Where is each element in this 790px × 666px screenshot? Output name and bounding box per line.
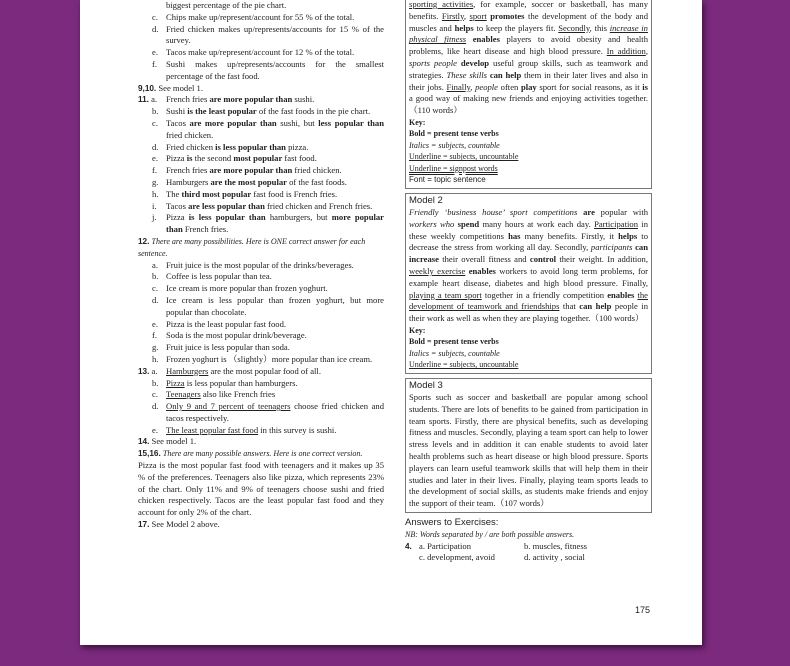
item-letter: b.	[152, 106, 159, 117]
sample-paragraph: Pizza is the most popular fast food with teenagers and it makes up 35 % of the preferences. Teenagers also like pizza, which represents 23% of the chart. Only 11% and 9% of teenagers choose sushi and fried chicken respectively. Tacos are the least popular fast food and they account for only 2% of the chart.	[138, 460, 384, 518]
answer-item	[138, 271, 384, 283]
answer-item	[138, 354, 384, 366]
question-note: There are many possibilities. Here is ONE correct answer for each sentence.	[138, 236, 366, 258]
item-text: Ice cream is more popular than frozen yoghurt.	[166, 283, 328, 294]
item-text: Soda is the most popular drink/beverage.	[166, 330, 307, 341]
item-text: Fried chicken makes up/represents/accounts for 15 % of the survey.	[166, 23, 384, 46]
item-text: Fruit juice is less popular than soda.	[166, 342, 290, 353]
item-text: Hamburgers are the most popular of the fast foods.	[166, 176, 347, 187]
answer-item	[138, 12, 384, 24]
question-number: 15,16.	[138, 449, 161, 459]
answer-item	[138, 59, 384, 83]
answer-item	[138, 389, 384, 401]
model-3-title: Model 3	[409, 379, 443, 391]
answer-c: c. development, avoid	[419, 552, 495, 563]
item-text: Fruit juice is the most popular of the drinks/beverages.	[166, 259, 354, 270]
item-letter: j.	[152, 212, 157, 223]
item-letter: i.	[152, 200, 157, 211]
question-number: 9,10.	[138, 83, 157, 93]
item-letter: g.	[152, 176, 159, 187]
item-text: The least popular fast food in this survey is sushi.	[166, 424, 337, 435]
key-bold: Bold = present tense verbs	[409, 337, 499, 347]
key-label: Key:	[409, 117, 426, 127]
model-2-box	[405, 193, 652, 374]
item-text: Coffee is less popular than tea.	[166, 271, 272, 282]
answer-item	[138, 118, 384, 142]
item-letter: c.	[152, 389, 158, 400]
item-letter: b.	[152, 377, 159, 388]
answer-item	[138, 94, 384, 106]
item-letter: h.	[152, 188, 159, 199]
item-letter: 13. a.	[138, 365, 158, 376]
pie-chart-answers	[138, 0, 384, 83]
key-bold: Bold = present tense verbs	[409, 129, 499, 139]
answer-d: d. activity , social	[524, 552, 585, 563]
answer-item	[138, 106, 384, 118]
question-11-items	[138, 94, 384, 236]
model-3-text: Sports such as soccer and basketball are popular among school students. There are lots of benefits to be gained from participation in team sports. Firstly, there are physical benefits, such as developing fitness and muscles. Secondly, playing a team sport can help to lower stress levels and in addition it can enable students to avoid later health problems such as heart disease or high blood pressure. Sports players can learn useful teamwork skills that will help them in their studies and later in their lives. Finally, playing team sports leads to the development of social skills, as students make friends and enjoy the support of their team.（107 words）	[409, 391, 648, 509]
model-2-title: Model 2	[409, 194, 443, 206]
question-14	[138, 436, 384, 448]
answer-item	[138, 425, 384, 437]
question-4-answers	[405, 541, 652, 565]
answer-item	[138, 153, 384, 165]
item-text: Frozen yoghurt is （slightly）more popular than ice cream.	[166, 353, 373, 364]
item-text: Only 9 and 7 percent of teenagers choose fried chicken and tacos respectively.	[166, 401, 384, 423]
item-letter: 11. a.	[138, 94, 158, 105]
question-number: 4.	[405, 541, 412, 551]
answer-item	[138, 319, 384, 331]
answer-item	[138, 366, 384, 378]
right-column	[405, 0, 652, 564]
item-letter: d.	[152, 294, 159, 305]
question-number: 12.	[138, 236, 150, 246]
model-1-text: sporting activities, for example, soccer or basketball, has many benefits. Firstly, sport promotes the development of the body and muscles and helps to keep the players fit. Secondly, this increase in physical fitness enables players to avoid obesity and health problems, like heart disease and high blood pressure. In addition, sports people develop useful group skills, such as teamwork and strategies. These skills can help them in their later lives and also in their jobs. Finally, people often play sport for social reasons, as it is a good way of making new friends and enjoying activities together.（110 words）	[409, 0, 649, 116]
key-underline-signpost: Underline = signpost words	[409, 163, 498, 173]
question-12	[138, 236, 384, 366]
item-letter: e.	[152, 318, 158, 329]
answer-item	[138, 165, 384, 177]
question-15-16	[138, 448, 384, 460]
model-3-box	[405, 378, 652, 513]
question-number: 17.	[138, 520, 150, 530]
item-text: Ice cream is less popular than frozen yoghurt, but more popular than chocolate.	[166, 294, 384, 317]
answer-item	[138, 201, 384, 213]
item-letter: b.	[152, 271, 159, 282]
item-text: Tacos are less popular than fried chicken and French fries.	[166, 200, 373, 211]
item-text: Tacos are more popular than sushi, but less popular than fried chicken.	[166, 117, 384, 140]
page-number: 175	[634, 605, 650, 615]
item-text: Hamburgers are the most popular food of all.	[166, 365, 321, 376]
item-text: Chips make up/represent/account for 55 % of the total.	[166, 11, 355, 22]
item-text: Fried chicken is less popular than pizza.	[166, 141, 309, 152]
item-letter: d.	[152, 401, 159, 412]
item-letter: c.	[152, 117, 158, 128]
item-text: Teenagers also like French fries	[166, 389, 276, 400]
answer-item	[138, 212, 384, 236]
item-text: Tacos make up/represent/account for 12 % of the total.	[166, 47, 355, 58]
item-letter: c.	[152, 11, 158, 22]
item-letter: c.	[152, 283, 158, 294]
question-9-10	[138, 83, 384, 95]
item-letter: f.	[152, 165, 158, 176]
textbook-page	[80, 0, 702, 645]
question-number: 14.	[138, 437, 150, 447]
answer-item	[138, 401, 384, 425]
key-underline-uncountable: Underline = subjects, uncountable	[409, 152, 519, 162]
question-17	[138, 519, 384, 531]
question-note: There are many possible answers. Here is one correct version.	[162, 449, 363, 459]
key-italic: Italics = subjects, countable	[409, 348, 500, 358]
item-letter: e.	[152, 153, 158, 164]
answers-note: NB: Words separated by / are both possible answers.	[405, 529, 575, 539]
answer-item	[138, 0, 384, 12]
answer-item	[138, 24, 384, 48]
item-letter: d.	[152, 23, 159, 34]
item-letter: f.	[152, 330, 158, 341]
item-text: biggest percentage of the pie chart.	[166, 0, 287, 10]
model-1-box	[405, 0, 652, 189]
answer-a: a. Participation	[419, 540, 472, 551]
answer-item	[138, 283, 384, 295]
question-13-items	[138, 366, 384, 437]
left-column	[138, 0, 384, 531]
question-text: See model 1.	[151, 436, 197, 447]
item-text: French fries are more popular than sushi.	[166, 94, 315, 105]
item-letter: g.	[152, 342, 159, 353]
answer-item	[138, 177, 384, 189]
item-text: Pizza is the second most popular fast food.	[166, 153, 317, 164]
question-13	[138, 366, 384, 437]
key-underline-uncountable: Underline = subjects, uncountable	[409, 360, 519, 370]
answers-heading: Answers to Exercises:	[405, 516, 499, 528]
answer-item	[138, 342, 384, 354]
item-letter: h.	[152, 353, 159, 364]
item-letter: a.	[152, 259, 158, 270]
answer-item	[138, 189, 384, 201]
key-italic: Italics = subjects, countable	[409, 140, 500, 150]
item-text: The third most popular fast food is French fries.	[166, 188, 338, 199]
key-font: Font = topic sentence	[409, 175, 486, 185]
model-2-text: Friendly ‘business house’ sport competitions are popular with workers who spend many hours at work each day. Participation in these weekly competitions has many benefits. Firstly, it helps to decrease the stress from working all day. Secondly, participants can increase their overall fitness and control their weight. In addition, weekly exercise enables workers to avoid long term problems, for example heart disease, diabetes and high blood pressure. Finally, playing a team sport together in a friendly competition enables the development of teamwork and friendships that can help people in their work as well as when they are playing together.（100 words）	[409, 206, 649, 324]
item-letter: f.	[152, 58, 158, 69]
question-text: See model 1.	[158, 82, 204, 93]
item-letter: d.	[152, 141, 159, 152]
item-text: French fries are more popular than fried chicken.	[166, 165, 342, 176]
item-letter: e.	[152, 424, 158, 435]
answer-b: b. muscles, fitness	[524, 540, 588, 551]
answer-item	[138, 295, 384, 319]
answer-item	[138, 260, 384, 272]
item-text: Sushi is the least popular of the fast foods in the pie chart.	[166, 106, 371, 117]
item-text: Sushi makes up/represents/accounts for the smallest percentage of the fast food.	[166, 58, 384, 81]
item-text: Pizza is less popular than hamburgers.	[166, 377, 298, 388]
question-text: See Model 2 above.	[151, 519, 220, 530]
question-11	[138, 94, 384, 236]
answer-item	[138, 330, 384, 342]
answer-item	[138, 47, 384, 59]
item-text: Pizza is the least popular fast food.	[166, 318, 287, 329]
question-12-items	[138, 260, 384, 366]
answer-item	[138, 142, 384, 154]
item-letter: e.	[152, 47, 158, 58]
item-text: Pizza is less popular than hamburgers, but more popular than French fries.	[166, 212, 384, 235]
answer-item	[138, 378, 384, 390]
key-label: Key:	[409, 325, 426, 335]
